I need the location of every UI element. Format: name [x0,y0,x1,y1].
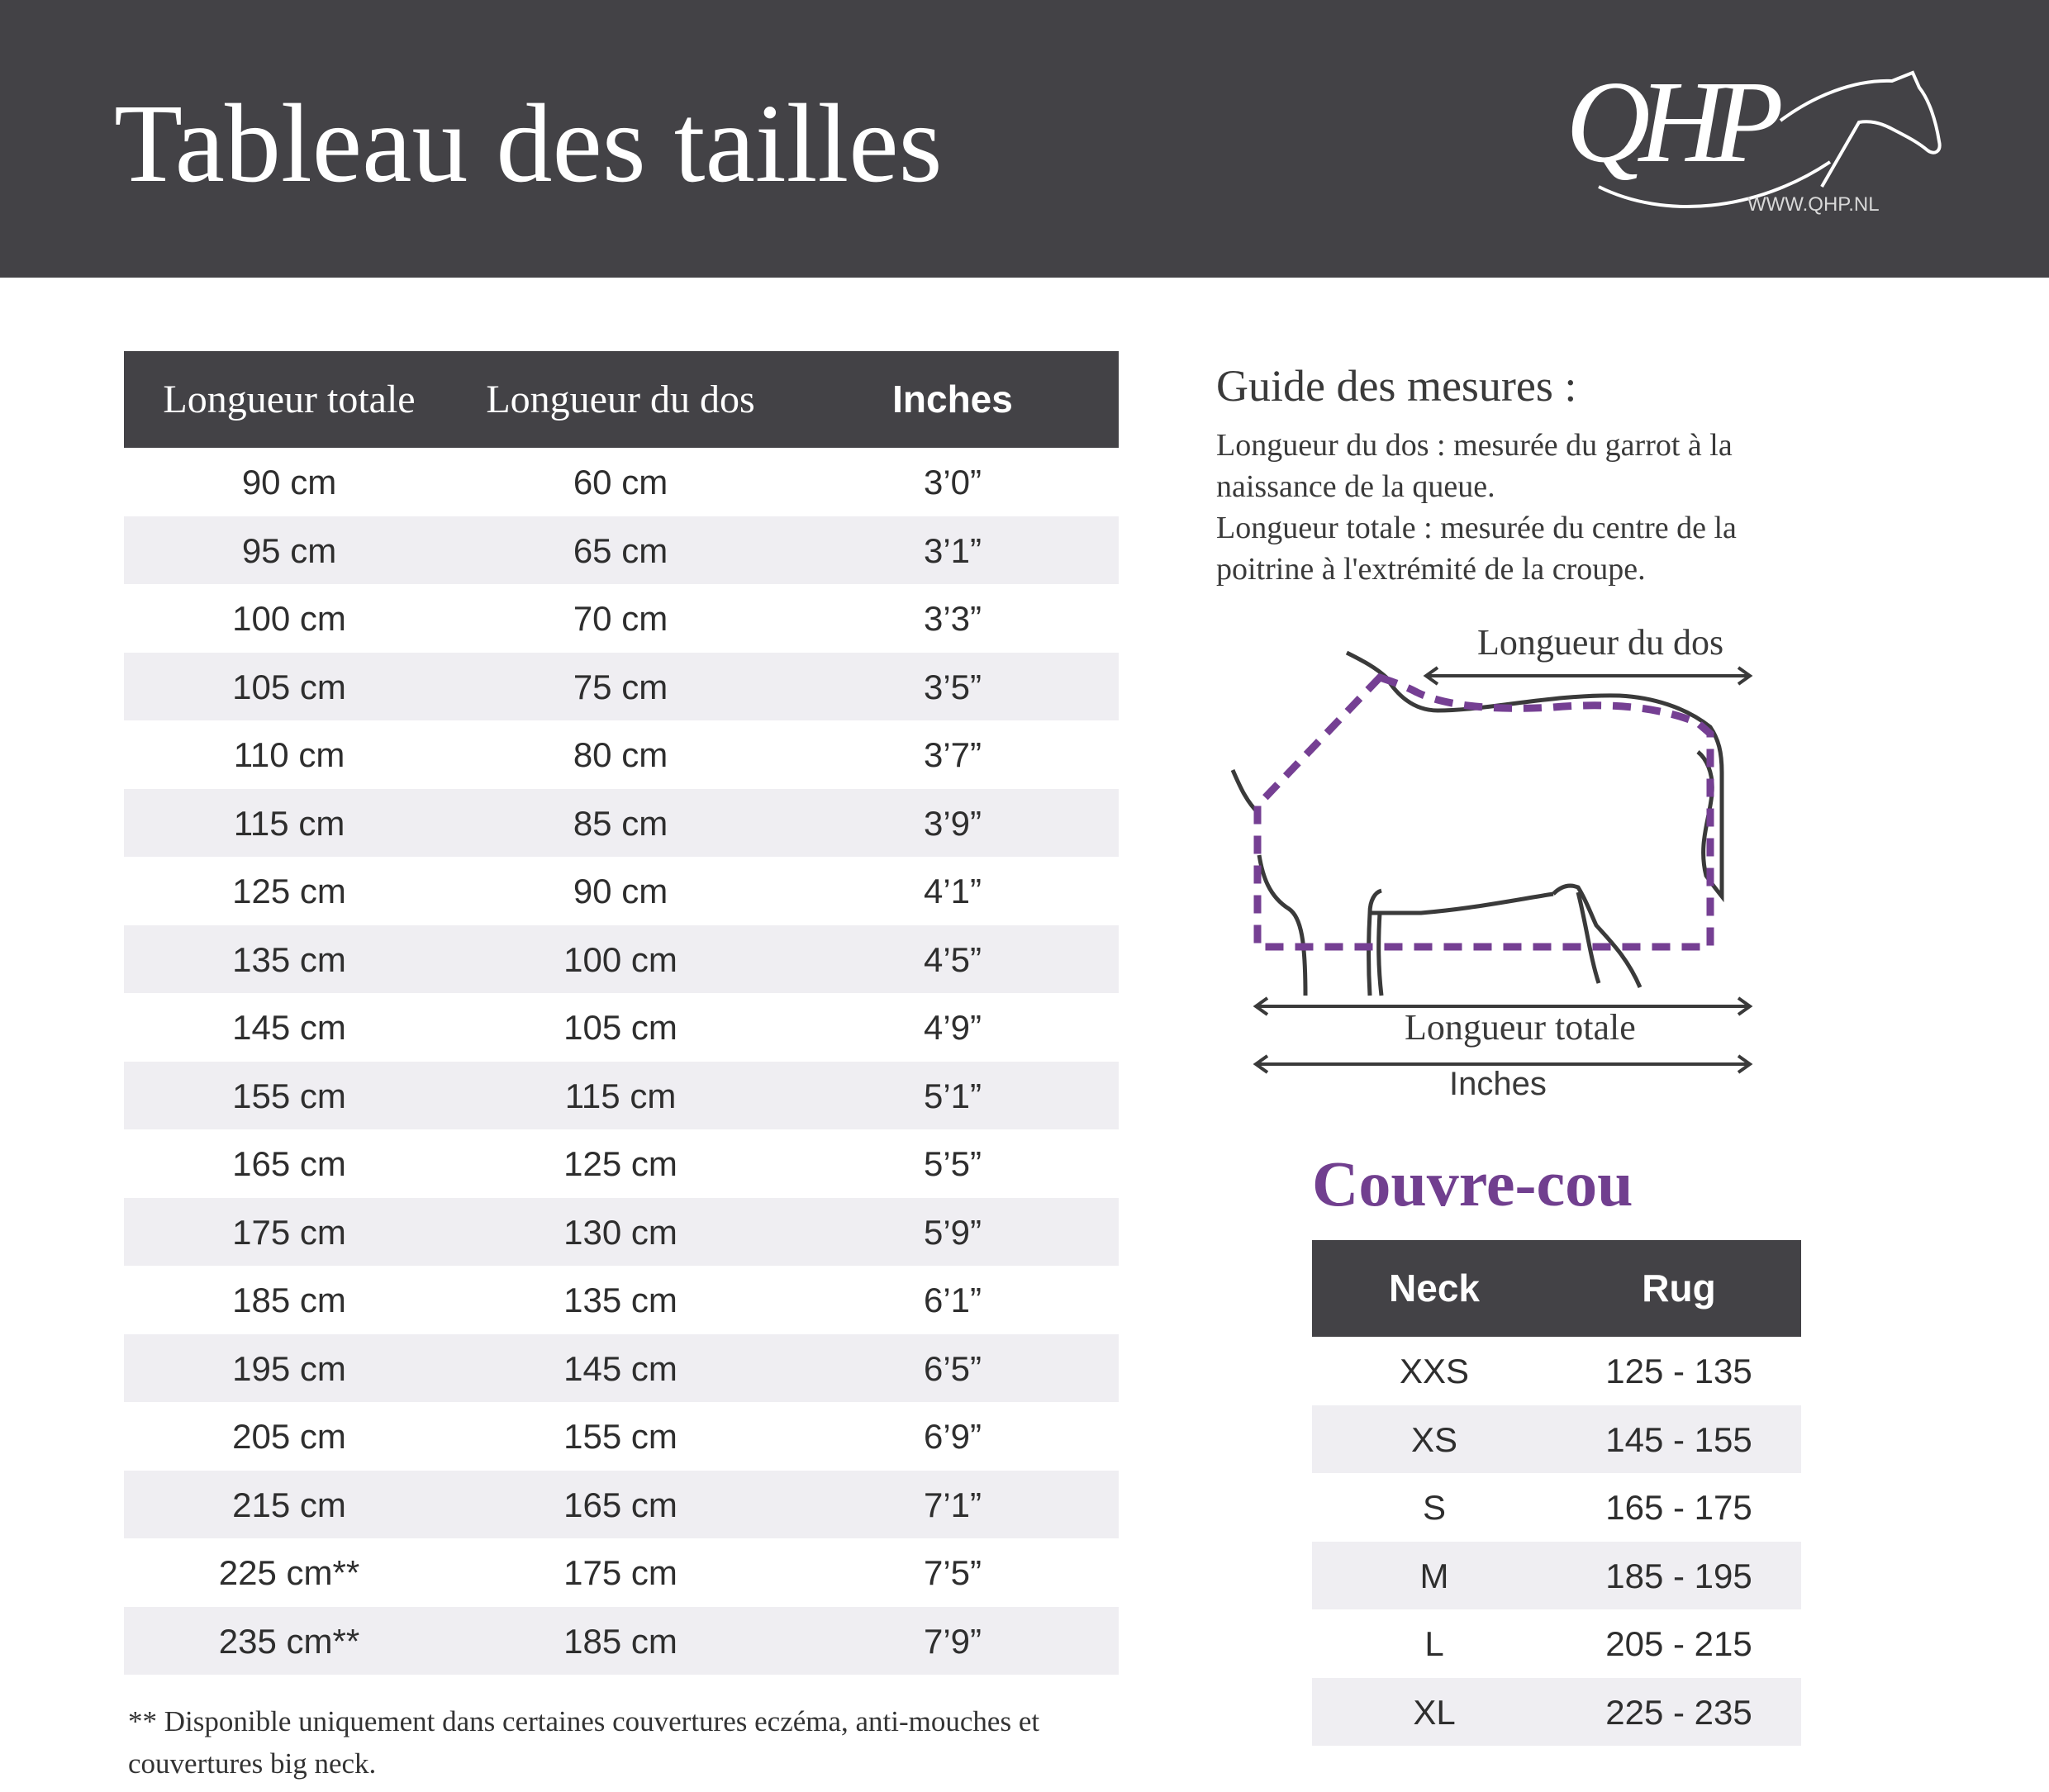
logo-url: WWW.QHP.NL [1747,193,1880,216]
size-table-cell: 175 cm [232,1212,346,1252]
diagram-label-inches: Inches [1449,1066,1547,1102]
size-table-cell: 235 cm** [218,1621,360,1661]
size-table-header [124,351,1119,448]
table-row [124,720,1119,789]
table-row [1312,1473,1801,1542]
size-table-body [124,448,1119,1675]
size-table-cell: 100 cm [232,599,346,638]
size-table-cell: 5’9” [923,1212,982,1252]
measurement-diagram [1223,622,1818,1124]
guide-line-total: Longueur totale : mesurée du centre de la poitrine à l'extrémité de la croupe. [1216,511,1737,587]
table-row [124,789,1119,858]
page-title: Tableau des tailles [114,82,943,206]
size-table-cell: 3’9” [923,803,982,843]
neck-table-cell: XL [1413,1692,1456,1732]
table-row [1312,1678,1801,1747]
size-table-cell: 115 cm [564,1076,677,1115]
diagram-label-back-length: Longueur du dos [1477,622,1724,663]
size-table-cell: 95 cm [241,530,337,570]
neck-table-cell: 145 - 155 [1605,1419,1752,1459]
size-table-cell: 225 cm** [218,1553,360,1592]
table-row [124,1334,1119,1403]
header-rug: Rug [1642,1267,1716,1310]
neck-table-cell: S [1422,1488,1446,1527]
size-table-cell: 5’1” [923,1076,982,1115]
neck-table-cell: 165 - 175 [1605,1488,1752,1527]
table-row [124,448,1119,516]
size-table-cell: 90 cm [573,872,668,910]
size-table-cell: 135 cm [563,1281,677,1319]
header-total-length: Longueur totale [163,378,416,421]
size-table-cell: 80 cm [573,735,668,774]
table-row [124,857,1119,925]
size-table-cell: 130 cm [563,1212,677,1252]
size-table-cell: 65 cm [573,530,668,570]
qhp-logo [1566,56,1946,228]
neck-table-cell: M [1419,1556,1449,1595]
size-table-cell: 100 cm [563,939,677,979]
size-table-cell: 70 cm [573,599,668,638]
header-banner [0,0,2049,278]
header-back-length: Longueur du dos [486,378,755,421]
size-table-cell: 155 cm [232,1076,346,1115]
table-row [1312,1609,1801,1678]
size-table-cell: 185 cm [232,1281,346,1319]
header-neck: Neck [1389,1267,1480,1310]
size-table-cell: 3’7” [923,735,982,774]
table-row [1312,1542,1801,1610]
size-table-cell: 105 cm [232,667,346,706]
size-table-cell: 205 cm [232,1417,346,1456]
size-table-cell: 85 cm [573,803,668,843]
table-row [124,584,1119,653]
neck-table-body [1312,1337,1801,1746]
size-table-cell: 4’5” [923,939,982,979]
size-table-cell: 4’1” [923,872,982,910]
size-table-cell: 135 cm [232,939,346,979]
table-row [124,993,1119,1062]
table-row [124,1062,1119,1130]
table-row [124,1471,1119,1539]
size-table-cell: 110 cm [233,735,345,774]
guide-line-back: Longueur du dos : mesurée du garrot à la naissance de la queue. [1216,428,1733,504]
size-table-cell: 115 cm [233,803,345,843]
horse-rug-diagram-icon [1223,628,1818,1124]
size-table-cell: 3’1” [923,530,982,570]
header-inches: Inches [892,378,1013,421]
diagram-label-total-length: Longueur totale [1405,1007,1636,1048]
size-table-cell: 6’5” [923,1348,982,1388]
size-table-cell: 105 cm [563,1008,677,1047]
neck-table-cell: L [1424,1624,1444,1663]
size-table-cell: 3’5” [923,667,982,706]
size-table-cell: 3’0” [923,463,982,501]
neck-cover-table [1312,1240,1801,1746]
guide-text [1216,425,1811,590]
neck-table-cell: 225 - 235 [1605,1692,1752,1732]
size-table-cell: 7’1” [923,1485,982,1524]
table-row [124,1266,1119,1334]
table-row [124,1607,1119,1676]
neck-table-header [1312,1240,1801,1337]
neck-table-cell: XS [1410,1419,1458,1459]
size-table-cell: 90 cm [241,463,337,501]
footnote: ** Disponible uniquement dans certaines couvertures eczéma, anti-mouches et couvertures big neck. [128,1705,1040,1780]
size-table [124,351,1119,1675]
logo-wordmark: QHP [1566,56,1772,187]
table-row [124,1198,1119,1267]
guide-title: Guide des mesures : [1216,361,1577,411]
table-row [1312,1337,1801,1405]
table-row [124,1538,1119,1607]
size-table-cell: 75 cm [573,667,668,706]
size-table-cell: 165 cm [232,1144,346,1183]
neck-table-cell: XXS [1399,1352,1470,1390]
size-table-cell: 7’5” [923,1553,982,1592]
size-table-cell: 4’9” [923,1008,982,1047]
size-table-cell: 215 cm [232,1485,346,1524]
neck-cover-title: Couvre-cou [1312,1148,1633,1219]
neck-table-cell: 185 - 195 [1605,1556,1752,1595]
size-table-cell: 145 cm [232,1008,346,1047]
table-row [1312,1405,1801,1474]
size-table-cell: 165 cm [563,1485,677,1524]
table-row [124,1402,1119,1471]
table-row [124,1129,1119,1198]
size-table-cell: 145 cm [563,1348,677,1388]
table-row [124,516,1119,585]
neck-table-cell: 125 - 135 [1605,1352,1752,1390]
size-table-cell: 6’9” [923,1417,982,1456]
neck-table-cell: 205 - 215 [1605,1624,1752,1663]
size-table-cell: 125 cm [563,1144,677,1183]
size-table-cell: 7’9” [923,1621,982,1661]
size-table-cell: 6’1” [923,1281,982,1319]
size-table-cell: 155 cm [563,1417,677,1456]
size-table-cell: 60 cm [573,463,668,501]
size-table-cell: 195 cm [232,1348,346,1388]
size-table-cell: 3’3” [923,599,982,638]
table-row [124,925,1119,994]
size-table-cell: 5’5” [923,1144,982,1183]
table-row [124,653,1119,721]
size-table-cell: 175 cm [563,1553,677,1592]
size-table-cell: 125 cm [232,872,346,910]
size-table-cell: 185 cm [563,1621,677,1661]
